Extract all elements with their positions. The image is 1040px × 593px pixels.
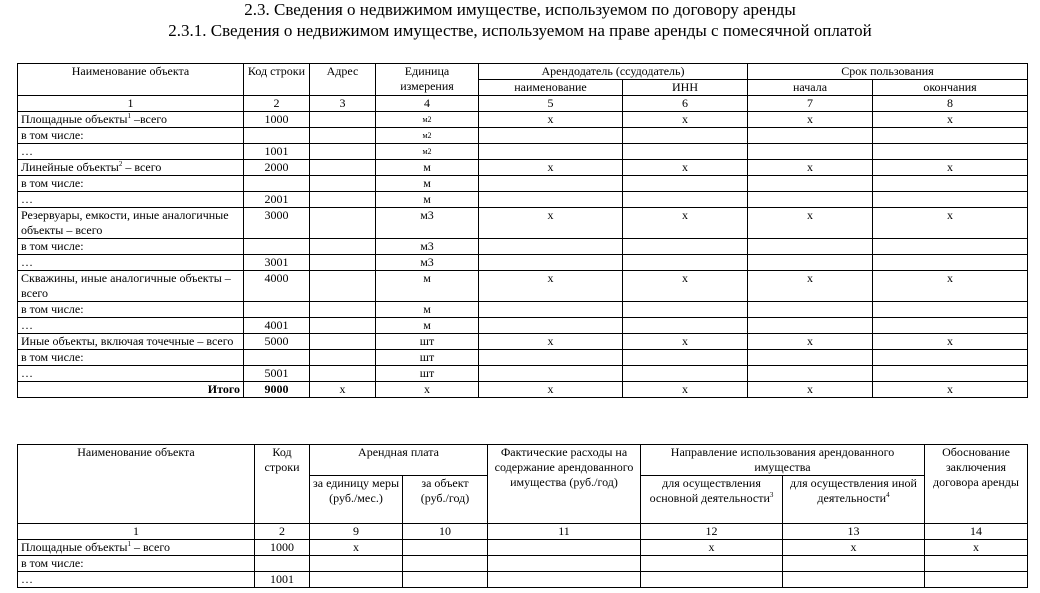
header-usage-period: Срок пользования <box>748 64 1028 80</box>
lessor-inn-cell: х <box>623 334 748 350</box>
header-unit: Единица измерения <box>376 64 479 96</box>
unit-cell: шт <box>376 350 479 366</box>
period-start-cell <box>748 318 873 334</box>
row-code <box>244 350 310 366</box>
object-name-cell <box>18 255 244 271</box>
period-start-cell: х <box>748 208 873 239</box>
header2-rent-per-unit: за единицу меры (руб./мес.) <box>310 476 403 524</box>
period-end-cell <box>873 318 1028 334</box>
rent-per-unit-cell <box>310 556 403 572</box>
period-start-cell <box>748 176 873 192</box>
total-code: 9000 <box>244 382 310 398</box>
period-start-cell <box>748 366 873 382</box>
period-start-cell <box>748 302 873 318</box>
address-cell <box>310 255 376 271</box>
object-name: Площадные объекты <box>21 112 128 126</box>
table-row <box>18 366 1028 382</box>
table-row <box>18 144 1028 160</box>
object-name-cell <box>18 334 244 350</box>
row-code <box>244 302 310 318</box>
header-row-code: Код строки <box>244 64 310 96</box>
period-end-cell <box>873 128 1028 144</box>
address-cell <box>310 112 376 128</box>
lessor-inn-cell <box>623 350 748 366</box>
object-name-tail: – всего <box>130 540 170 554</box>
lessor-name-cell: х <box>479 160 623 176</box>
object-name-cell <box>18 160 244 176</box>
header-lessor-name: наименование <box>479 80 623 96</box>
address-cell <box>310 176 376 192</box>
unit-cell: м <box>376 192 479 208</box>
row-code <box>244 128 310 144</box>
object-name-cell <box>18 144 244 160</box>
header2-rent-per-object: за объект (руб./год) <box>403 476 488 524</box>
lessor-inn-cell <box>623 144 748 160</box>
period-end-cell <box>873 239 1028 255</box>
table-row <box>18 318 1028 334</box>
address-cell <box>310 192 376 208</box>
address-cell <box>310 160 376 176</box>
address-cell <box>310 350 376 366</box>
basis-cell <box>925 572 1028 588</box>
lessor-name-cell <box>479 176 623 192</box>
object-name-tail: –всего <box>130 112 167 126</box>
direction-main-cell <box>641 572 783 588</box>
period-start-cell <box>748 144 873 160</box>
object-name-cell <box>18 128 244 144</box>
header2-direction-main <box>641 476 783 524</box>
table-row <box>18 128 1028 144</box>
rent-per-unit-cell: х <box>310 540 403 556</box>
period-start-cell <box>748 255 873 271</box>
header-lessor-inn: ИНН <box>623 80 748 96</box>
unit-cell: м3 <box>376 255 479 271</box>
unit-cell: м2 <box>376 144 479 160</box>
lessor-name-cell: х <box>479 112 623 128</box>
period-end-cell <box>873 302 1028 318</box>
rent-payment-table <box>17 444 1028 588</box>
row-code: 4001 <box>244 318 310 334</box>
object-name: в том числе: <box>21 556 84 570</box>
row-code: 3001 <box>244 255 310 271</box>
row-code: 1001 <box>244 144 310 160</box>
period-end-cell <box>873 366 1028 382</box>
column-number: 11 <box>488 524 641 540</box>
lessor-name-cell <box>479 366 623 382</box>
column-number: 10 <box>403 524 488 540</box>
address-cell <box>310 302 376 318</box>
header-period-end: окончания <box>873 80 1028 96</box>
object-name-cell <box>18 350 244 366</box>
table-row <box>18 271 1028 302</box>
unit-cell: шт <box>376 334 479 350</box>
direction-main-cell <box>641 556 783 572</box>
period-end-cell <box>873 192 1028 208</box>
object-name: в том числе: <box>21 350 84 364</box>
object-name-cell <box>18 540 255 556</box>
expenses-cell <box>488 540 641 556</box>
table-row <box>18 112 1028 128</box>
table-row <box>18 192 1028 208</box>
column-number: 12 <box>641 524 783 540</box>
column-number-row <box>18 524 1028 540</box>
object-name: … <box>21 192 33 206</box>
footnote-mark: 1 <box>127 112 131 120</box>
column-number: 14 <box>925 524 1028 540</box>
unit-cell: м <box>376 176 479 192</box>
direction-other-cell <box>783 556 925 572</box>
section-title: 2.3. Сведения о недвижимом имуществе, используемом по договору аренды <box>244 0 796 19</box>
column-number: 1 <box>18 96 244 112</box>
lessor-name-cell <box>479 255 623 271</box>
period-start-cell: х <box>748 271 873 302</box>
direction-main-label: для осуществления основной деятельности <box>649 476 770 505</box>
total-start: х <box>748 382 873 398</box>
lessor-inn-cell <box>623 318 748 334</box>
period-end-cell: х <box>873 160 1028 176</box>
lessor-inn-cell: х <box>623 208 748 239</box>
table-row <box>18 572 1028 588</box>
total-row <box>18 382 1028 398</box>
table-row <box>18 160 1028 176</box>
object-name-cell <box>18 208 244 239</box>
object-name: в том числе: <box>21 239 84 253</box>
period-end-cell: х <box>873 334 1028 350</box>
period-start-cell: х <box>748 160 873 176</box>
lessor-name-cell <box>479 350 623 366</box>
row-code: 2000 <box>244 160 310 176</box>
period-end-cell <box>873 144 1028 160</box>
object-name: в том числе: <box>21 302 84 316</box>
header-address: Адрес <box>310 64 376 96</box>
period-end-cell <box>873 350 1028 366</box>
row-code: 1000 <box>244 112 310 128</box>
total-end: х <box>873 382 1028 398</box>
period-end-cell: х <box>873 271 1028 302</box>
address-cell <box>310 334 376 350</box>
column-number: 1 <box>18 524 255 540</box>
period-end-cell <box>873 255 1028 271</box>
unit-cell: м3 <box>376 208 479 239</box>
table-row <box>18 302 1028 318</box>
unit-cell: м <box>376 160 479 176</box>
row-code <box>255 556 310 572</box>
table-row <box>18 239 1028 255</box>
expenses-cell <box>488 572 641 588</box>
object-name: … <box>21 255 33 269</box>
row-code: 5000 <box>244 334 310 350</box>
table-row <box>18 540 1028 556</box>
period-start-cell <box>748 192 873 208</box>
table-row <box>18 176 1028 192</box>
lessor-inn-cell <box>623 302 748 318</box>
table-row <box>18 350 1028 366</box>
object-name: Иные объекты, включая точечные – всего <box>21 334 234 348</box>
total-label: Итого <box>18 382 244 398</box>
unit-cell: шт <box>376 366 479 382</box>
table-row <box>18 556 1028 572</box>
address-cell <box>310 128 376 144</box>
object-name-cell <box>18 556 255 572</box>
subsection-title: 2.3.1. Сведения о недвижимом имуществе, используемом на праве аренды с помесячной оплатой <box>168 21 872 40</box>
object-name: Скважины, иные аналогичные объекты – всего <box>21 271 231 300</box>
object-name: Резервуары, емкости, иные аналогичные объекты – всего <box>21 208 229 237</box>
lessor-name-cell <box>479 144 623 160</box>
header2-expenses: Фактические расходы на содержание арендованного имущества (руб./год) <box>488 445 641 524</box>
column-number: 9 <box>310 524 403 540</box>
lessor-name-cell: х <box>479 208 623 239</box>
object-name: … <box>21 366 33 380</box>
expenses-cell <box>488 556 641 572</box>
period-end-cell: х <box>873 208 1028 239</box>
lessor-inn-cell <box>623 192 748 208</box>
object-name: … <box>21 572 33 586</box>
rent-per-unit-cell <box>310 572 403 588</box>
object-name: … <box>21 144 33 158</box>
direction-main-cell: х <box>641 540 783 556</box>
lessor-inn-cell: х <box>623 271 748 302</box>
unit-cell: м <box>376 302 479 318</box>
row-code: 5001 <box>244 366 310 382</box>
period-end-cell <box>873 176 1028 192</box>
rent-per-object-cell <box>403 540 488 556</box>
column-number: 2 <box>255 524 310 540</box>
address-cell <box>310 366 376 382</box>
column-number: 13 <box>783 524 925 540</box>
table-row <box>18 208 1028 239</box>
address-cell <box>310 239 376 255</box>
table-row <box>18 255 1028 271</box>
column-number: 5 <box>479 96 623 112</box>
row-code: 2001 <box>244 192 310 208</box>
total-lessor-name: х <box>479 382 623 398</box>
rent-per-object-cell <box>403 572 488 588</box>
lessor-inn-cell: х <box>623 112 748 128</box>
object-name-cell <box>18 112 244 128</box>
header2-basis: Обоснование заключения договора аренды <box>925 445 1028 524</box>
column-number: 2 <box>244 96 310 112</box>
header2-rent: Арендная плата <box>310 445 488 476</box>
footnote-4: 4 <box>886 491 890 499</box>
address-cell <box>310 208 376 239</box>
period-start-cell: х <box>748 112 873 128</box>
column-number: 3 <box>310 96 376 112</box>
table-row <box>18 334 1028 350</box>
column-number: 4 <box>376 96 479 112</box>
row-code <box>244 239 310 255</box>
header-lessor: Арендодатель (ссудодатель) <box>479 64 748 80</box>
object-name-cell <box>18 302 244 318</box>
rented-property-table <box>17 63 1028 398</box>
unit-cell: м <box>376 271 479 302</box>
lessor-name-cell: х <box>479 271 623 302</box>
header2-row-code: Код строки <box>255 445 310 524</box>
lessor-inn-cell <box>623 366 748 382</box>
lessor-inn-cell <box>623 255 748 271</box>
total-unit: х <box>376 382 479 398</box>
header2-direction: Направление использования арендованного имущества <box>641 445 925 476</box>
row-code <box>244 176 310 192</box>
header-period-start: начала <box>748 80 873 96</box>
total-address: х <box>310 382 376 398</box>
lessor-name-cell <box>479 239 623 255</box>
direction-other-cell <box>783 572 925 588</box>
object-name-cell <box>18 366 244 382</box>
row-code: 4000 <box>244 271 310 302</box>
object-name: в том числе: <box>21 176 84 190</box>
header2-object-name: Наименование объекта <box>18 445 255 524</box>
column-number: 7 <box>748 96 873 112</box>
object-name-cell <box>18 192 244 208</box>
header-object-name: Наименование объекта <box>18 64 244 96</box>
lessor-name-cell <box>479 318 623 334</box>
lessor-name-cell <box>479 302 623 318</box>
period-start-cell <box>748 239 873 255</box>
address-cell <box>310 271 376 302</box>
object-name-cell <box>18 239 244 255</box>
basis-cell <box>925 556 1028 572</box>
object-name-cell <box>18 176 244 192</box>
address-cell <box>310 144 376 160</box>
row-code: 3000 <box>244 208 310 239</box>
unit-cell: м <box>376 318 479 334</box>
header2-direction-other <box>783 476 925 524</box>
object-name-cell <box>18 572 255 588</box>
lessor-inn-cell: х <box>623 160 748 176</box>
row-code: 1000 <box>255 540 310 556</box>
object-name-cell <box>18 271 244 302</box>
object-name: Площадные объекты <box>21 540 128 554</box>
direction-other-label: для осуществления иной деятельности <box>790 476 917 505</box>
unit-cell: м2 <box>376 128 479 144</box>
direction-other-cell: х <box>783 540 925 556</box>
lessor-inn-cell <box>623 128 748 144</box>
lessor-inn-cell <box>623 239 748 255</box>
period-start-cell: х <box>748 334 873 350</box>
row-code: 1001 <box>255 572 310 588</box>
rent-per-object-cell <box>403 556 488 572</box>
footnote-mark: 1 <box>127 540 131 548</box>
object-name: Линейные объекты <box>21 160 119 174</box>
object-name: в том числе: <box>21 128 84 142</box>
column-number-row <box>18 96 1028 112</box>
footnote-3: 3 <box>769 491 774 499</box>
period-start-cell <box>748 128 873 144</box>
lessor-inn-cell <box>623 176 748 192</box>
object-name: … <box>21 318 33 332</box>
lessor-name-cell: х <box>479 334 623 350</box>
lessor-name-cell <box>479 192 623 208</box>
object-name-tail: – всего <box>122 160 162 174</box>
address-cell <box>310 318 376 334</box>
lessor-name-cell <box>479 128 623 144</box>
period-start-cell <box>748 350 873 366</box>
footnote-mark: 2 <box>118 160 123 168</box>
unit-cell: м3 <box>376 239 479 255</box>
basis-cell: х <box>925 540 1028 556</box>
total-inn: х <box>623 382 748 398</box>
column-number: 6 <box>623 96 748 112</box>
period-end-cell: х <box>873 112 1028 128</box>
column-number: 8 <box>873 96 1028 112</box>
unit-cell: м2 <box>376 112 479 128</box>
object-name-cell <box>18 318 244 334</box>
